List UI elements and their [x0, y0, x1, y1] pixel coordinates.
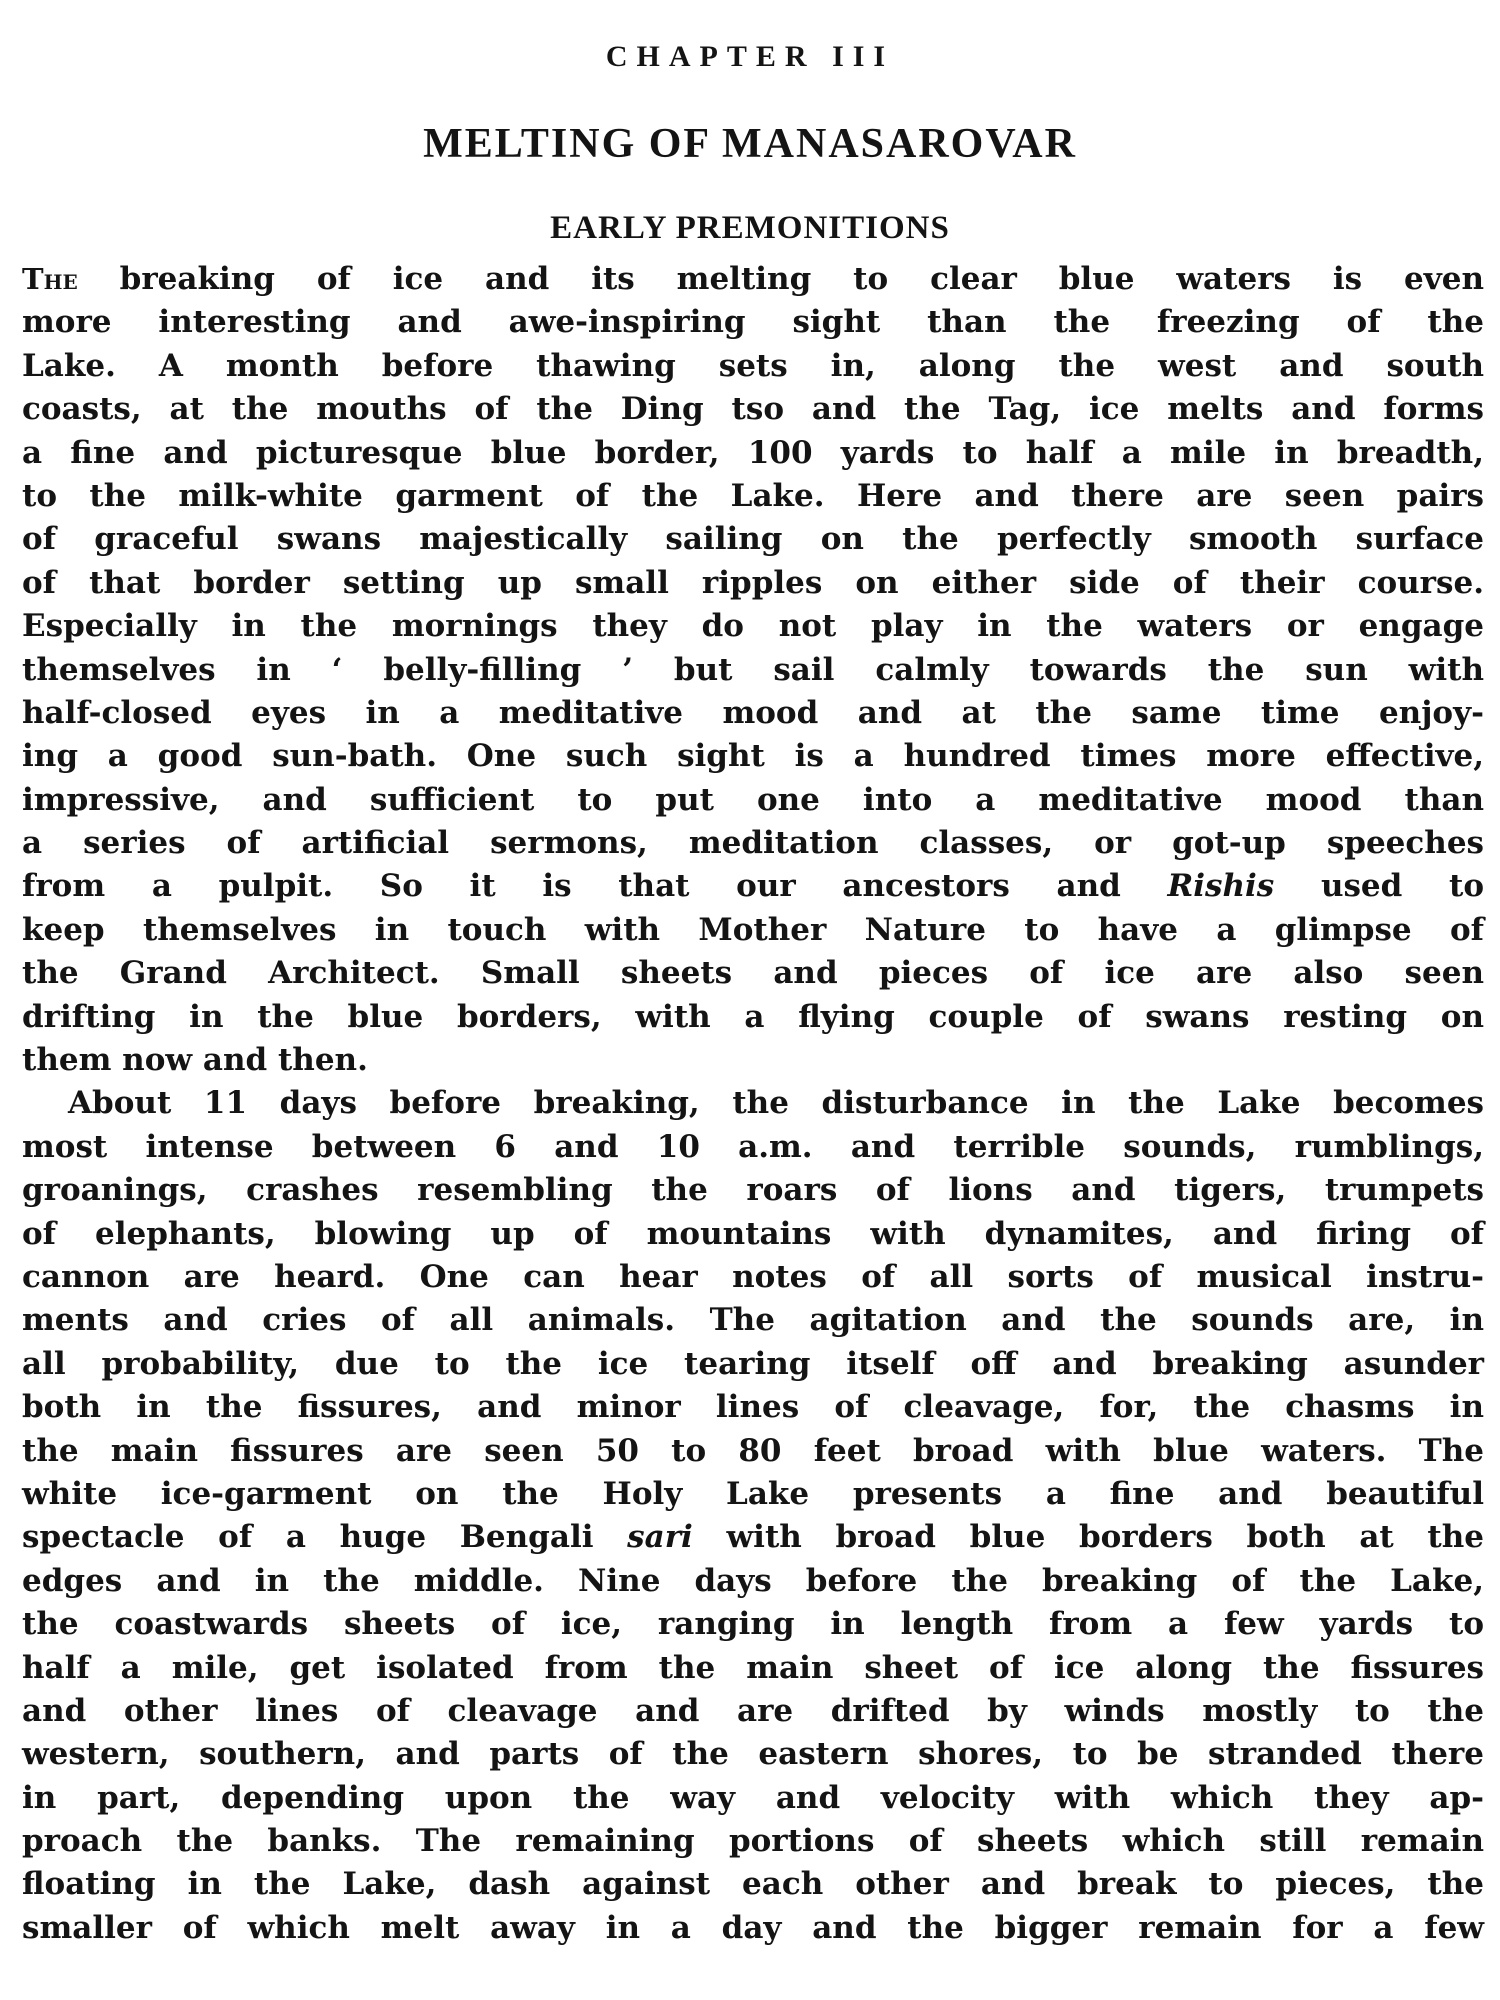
text-line: edges and in the middle. Nine days before the breaking of the Lake,	[22, 1562, 1484, 1599]
text-line: Lake. A month before thawing sets in, along the west and south	[22, 347, 1484, 384]
text-line: western, southern, and parts of the eastern shores, to be stranded there	[22, 1736, 1484, 1773]
text-line: proach the banks. The remaining portions of sheets which still remain	[22, 1823, 1484, 1860]
text-line: to the milk-white garment of the Lake. Here and there are seen pairs	[22, 477, 1484, 514]
text-line: of graceful swans majestically sailing on the perfectly smooth surface	[22, 521, 1484, 558]
text-line: groanings, crashes resembling the roars of lions and tigers, trumpets	[22, 1172, 1484, 1209]
text-line: ments and cries of all animals. The agitation and the sounds are, in	[22, 1302, 1484, 1339]
text-line: drifting in the blue borders, with a flying couple of swans resting on	[22, 998, 1484, 1035]
text-line: impressive, and sufficient to put one into a meditative mood than	[22, 781, 1484, 818]
body-text	[22, 258, 1484, 1950]
paragraph-1	[22, 258, 1484, 1082]
text-line: them now and then.	[22, 1042, 368, 1079]
text-line: a series of artificial sermons, meditation classes, or got-up speeches	[22, 825, 1484, 862]
text-line: floating in the Lake, dash against each other and break to pieces, the	[22, 1866, 1484, 1903]
text-line: coasts, at the mouths of the Ding tso and the Tag, ice melts and forms	[22, 391, 1484, 428]
text-line: The breaking of ice and its melting to clear blue waters is even	[22, 261, 1484, 297]
text-line: the Grand Architect. Small sheets and pieces of ice are also seen	[22, 955, 1484, 992]
italic-term: Rishis	[1167, 868, 1275, 905]
lead-word: The	[22, 262, 78, 296]
paragraph-2	[22, 1082, 1484, 1950]
text-line: ing a good sun-bath. One such sight is a hundred times more effective,	[22, 738, 1484, 775]
text-line: in part, depending upon the way and velocity with which they ap-	[22, 1779, 1484, 1816]
text-line: more interesting and awe-inspiring sight than the freezing of the	[22, 304, 1484, 341]
section-heading: EARLY PREMONITIONS	[550, 210, 950, 246]
text-line: both in the fissures, and minor lines of cleavage, for, the chasms in	[22, 1389, 1484, 1426]
text-line: a fine and picturesque blue border, 100 yards to half a mile in breadth,	[22, 434, 1484, 471]
text-line: spectacle of a huge Bengali sari with broad blue borders both at the	[22, 1519, 1484, 1556]
text-line: of elephants, blowing up of mountains with dynamites, and firing of	[22, 1215, 1484, 1252]
text-line: the coastwards sheets of ice, ranging in length from a few yards to	[22, 1606, 1484, 1643]
text-line: of that border setting up small ripples on either side of their course.	[22, 564, 1484, 601]
text-line: About 11 days before breaking, the disturbance in the Lake becomes	[68, 1085, 1484, 1122]
text-line: keep themselves in touch with Mother Nature to have a glimpse of	[22, 911, 1484, 948]
text-line: from a pulpit. So it is that our ancestors and Rishis used to	[22, 868, 1484, 905]
text-line: Especially in the mornings they do not play in the waters or engage	[22, 608, 1484, 645]
text-line: smaller of which melt away in a day and the bigger remain for a few	[22, 1909, 1484, 1946]
text-line: white ice-garment on the Holy Lake presents a fine and beautiful	[22, 1475, 1484, 1512]
text-line: themselves in ‘ belly-filling ’ but sail calmly towards the sun with	[22, 651, 1484, 688]
text-line: all probability, due to the ice tearing itself off and breaking asunder	[22, 1345, 1484, 1382]
text-line: most intense between 6 and 10 a.m. and terrible sounds, rumblings,	[22, 1128, 1484, 1165]
italic-term: sari	[627, 1519, 693, 1556]
text-line: and other lines of cleavage and are drifted by winds mostly to the	[22, 1692, 1484, 1729]
text-line: half-closed eyes in a meditative mood and at the same time enjoy-	[22, 694, 1484, 731]
chapter-title: MELTING OF MANASAROVAR	[423, 121, 1077, 167]
text-line: cannon are heard. One can hear notes of all sorts of musical instru-	[22, 1258, 1484, 1295]
chapter-label: CHAPTER III	[605, 40, 895, 73]
text-line: half a mile, get isolated from the main sheet of ice along the fissures	[22, 1649, 1484, 1686]
text-line: the main fissures are seen 50 to 80 feet broad with blue waters. The	[22, 1432, 1484, 1469]
